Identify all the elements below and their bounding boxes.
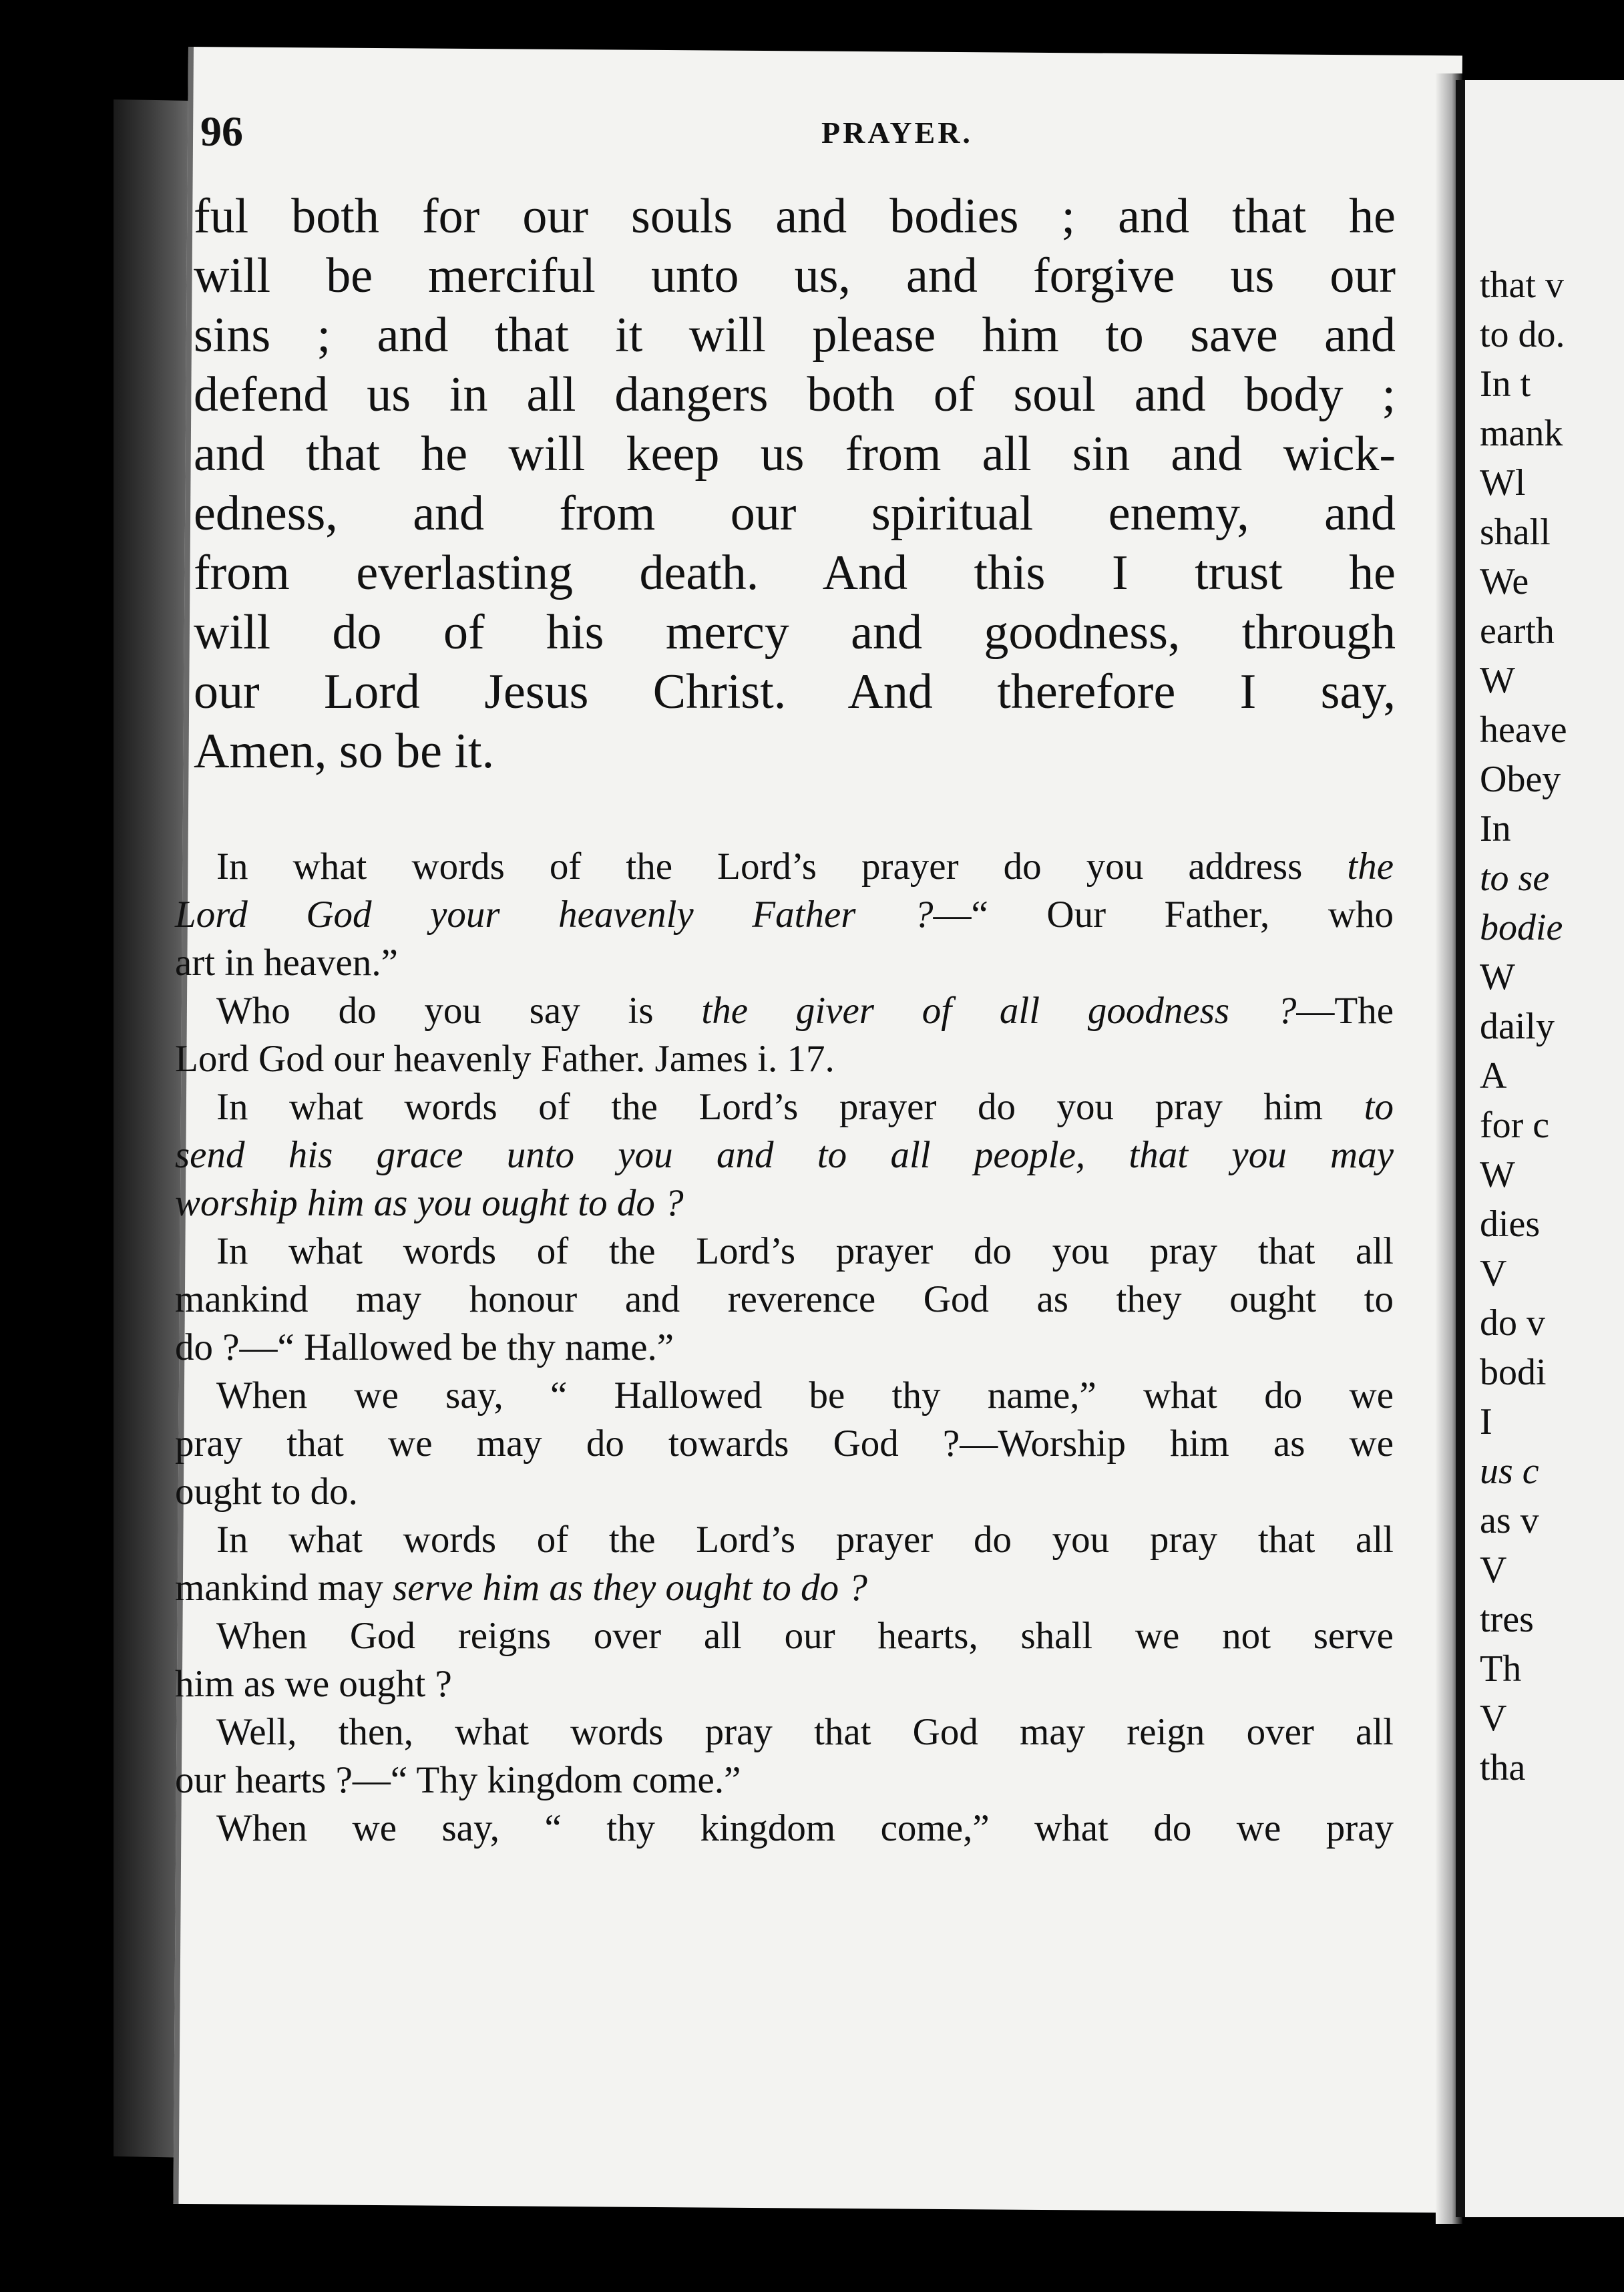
right-fragment: dies <box>1480 1203 1541 1245</box>
right-page <box>1456 80 1624 2217</box>
right-page-text <box>1480 260 1567 1792</box>
question-line: In what words of the Lord’s prayer do you address the <box>216 845 1394 888</box>
right-fragment: us c <box>1480 1451 1539 1492</box>
answer-line: Lord God our heavenly Father. James i. 17. <box>175 1038 835 1080</box>
text-line: ful both for our souls and bodies ; and that he <box>194 189 1396 244</box>
catechism-questions <box>175 843 1394 1853</box>
right-fragment: W <box>1480 956 1515 998</box>
text-line: will be merciful unto us, and forgive us our <box>194 248 1396 303</box>
answer-line: our hearts ?—“ Thy kingdom come.” <box>175 1759 741 1801</box>
right-fragment: A <box>1480 1055 1507 1097</box>
right-fragment: bodi <box>1480 1352 1547 1393</box>
right-fragment: V <box>1480 1698 1507 1739</box>
question-line: In what words of the Lord’s prayer do you pray that all <box>216 1230 1394 1272</box>
right-fragment: W <box>1480 1154 1515 1195</box>
right-fragment: shall <box>1480 512 1551 553</box>
page-number: 96 <box>200 108 243 155</box>
question-line: pray that we may do towards God ?—Worship him as we <box>175 1422 1394 1465</box>
text-line: edness, and from our spiritual enemy, and <box>194 486 1396 541</box>
right-fragment: V <box>1480 1549 1507 1591</box>
question-line: mankind may serve him as they ought to do ? <box>175 1567 867 1609</box>
question-line: In what words of the Lord’s prayer do you pray him to <box>216 1086 1394 1128</box>
question-line: him as we ought ? <box>175 1663 452 1705</box>
right-fragment: do v <box>1480 1302 1545 1344</box>
question-line: Who do you say is the giver of all goodness ?—The <box>216 990 1394 1032</box>
question-line: worship him as you ought to do ? <box>175 1182 684 1224</box>
right-fragment: for c <box>1480 1105 1550 1146</box>
right-fragment: In t <box>1480 363 1531 405</box>
question-line: Lord God your heavenly Father ?—“ Our Father, who <box>175 894 1394 936</box>
text-line: defend us in all dangers both of soul and body ; <box>194 367 1396 422</box>
text-line: sins ; and that it will please him to save and <box>194 308 1396 363</box>
right-fragment: In <box>1480 808 1511 849</box>
question-line: When we say, “ Hallowed be thy name,” what do we <box>216 1374 1394 1416</box>
text-line: will do of his mercy and goodness, through <box>194 605 1396 660</box>
right-fragment: We <box>1480 561 1529 602</box>
text-line: and that he will keep us from all sin and wick- <box>194 427 1396 482</box>
answer-line: ought to do. <box>175 1471 358 1513</box>
right-fragment: earth <box>1480 610 1555 652</box>
right-fragment: mank <box>1480 413 1563 454</box>
question-line: send his grace unto you and to all people, that you may <box>175 1134 1394 1176</box>
question-line: mankind may honour and reverence God as they ought to <box>175 1278 1394 1320</box>
right-fragment: bodie <box>1480 907 1563 948</box>
running-title: PRAYER. <box>821 116 973 150</box>
text-line: Amen, so be it. <box>194 724 495 779</box>
running-head <box>200 107 1376 174</box>
question-line: When God reigns over all our hearts, shall we not serve <box>216 1615 1394 1657</box>
right-fragment: to do. <box>1480 314 1565 355</box>
text-line: from everlasting death. And this I trust he <box>194 546 1396 600</box>
question-line: In what words of the Lord’s prayer do you pray that all <box>216 1519 1394 1561</box>
right-fragment: V <box>1480 1253 1507 1294</box>
text-line: our Lord Jesus Christ. And therefore I say, <box>194 664 1396 719</box>
right-fragment: heave <box>1480 709 1567 751</box>
question-line: Well, then, what words pray that God may reign over all <box>216 1711 1394 1753</box>
question-line: When we say, “ thy kingdom come,” what do we pray <box>216 1807 1394 1849</box>
right-fragment: W <box>1480 660 1515 701</box>
right-fragment: tha <box>1480 1747 1526 1788</box>
right-fragment: daily <box>1480 1006 1555 1047</box>
right-fragment: as v <box>1480 1500 1539 1541</box>
right-fragment: Wl <box>1480 462 1526 504</box>
right-fragment: I <box>1480 1401 1492 1443</box>
prayer-explanation-text <box>194 187 1396 781</box>
right-fragment: to se <box>1480 857 1550 899</box>
answer-line: art in heaven.” <box>175 942 398 984</box>
right-fragment: Obey <box>1480 759 1561 800</box>
answer-line: do ?—“ Hallowed be thy name.” <box>175 1326 674 1368</box>
right-fragment: Th <box>1480 1648 1522 1690</box>
right-fragment: tres <box>1480 1599 1534 1640</box>
right-fragment: that v <box>1480 264 1564 306</box>
